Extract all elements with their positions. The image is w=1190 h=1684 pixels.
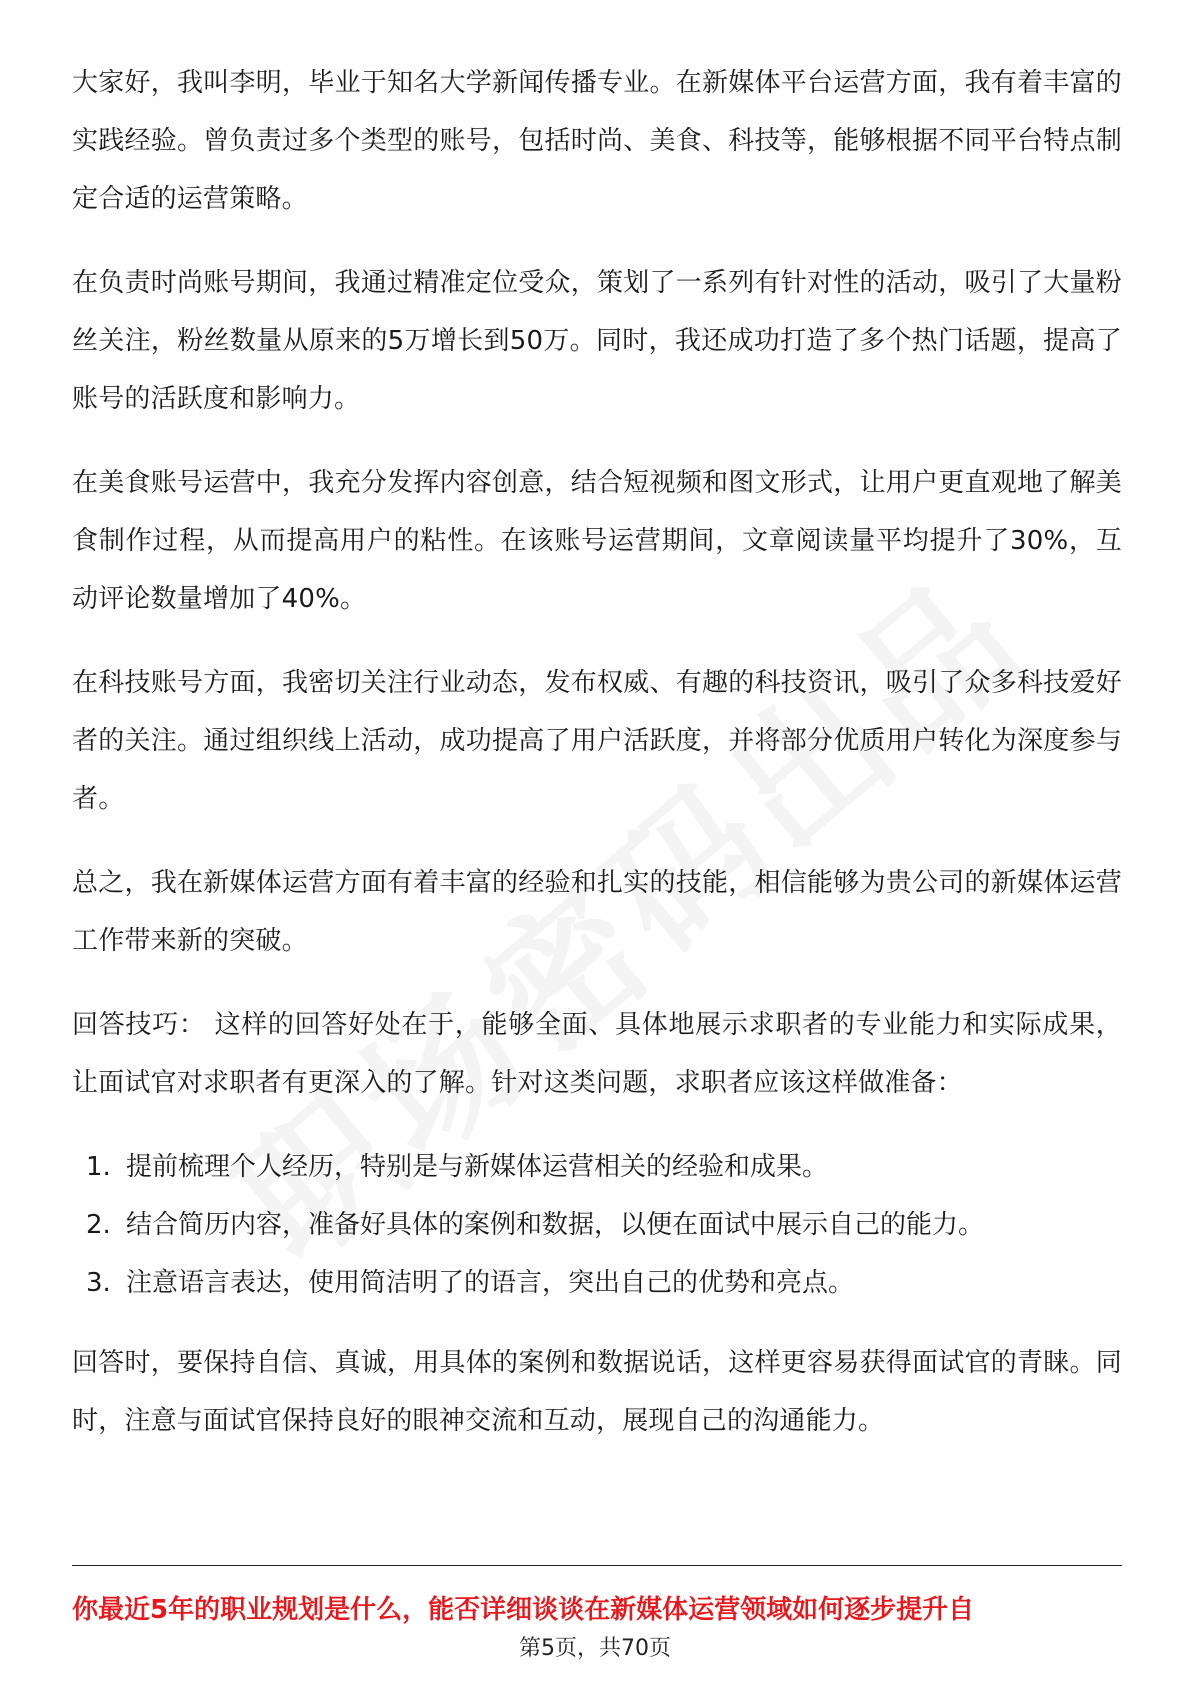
list-item-number: 2. [86,1210,111,1240]
paragraph-summary: 总之，我在新媒体运营方面有着丰富的经验和扎实的技能，相信能够为贵公司的新媒体运营工作带来新的突破。 [72,868,1122,956]
section-divider [72,1565,1122,1566]
document-body [72,54,1122,1476]
list-item-text: 注意语言表达，使用简洁明了的语言，突出自己的优势和亮点。 [126,1268,855,1298]
paragraph-tech-account: 在科技账号方面，我密切关注行业动态，发布权威、有趣的科技资讯，吸引了众多科技爱好者的关注。通过组织线上活动，成功提高了用户活跃度，并将部分优质用户转化为深度参与者。 [72,668,1122,814]
list-item [86,1196,1122,1254]
list-item-text: 提前梳理个人经历，特别是与新媒体运营相关的经验和成果。 [126,1152,829,1182]
paragraph-answer-tips: 回答技巧： 这样的回答好处在于，能够全面、具体地展示求职者的专业能力和实际成果，让面试官对求职者有更深入的了解。针对这类问题，求职者应该这样做准备： [72,1010,1123,1098]
list-item-text: 结合简历内容，准备好具体的案例和数据，以便在面试中展示自己的能力。 [126,1210,985,1240]
list-item [86,1138,1122,1196]
next-question-heading: 你最近5年的职业规划是什么，能否详细谈谈在新媒体运营领域如何逐步提升自 [72,1595,975,1625]
list-item-number: 3. [86,1268,111,1298]
list-item-number: 1. [86,1152,111,1182]
paragraph-closing: 回答时，要保持自信、真诚，用具体的案例和数据说话，这样更容易获得面试官的青睐。同时，注意与面试官保持良好的眼神交流和互动，展现自己的沟通能力。 [72,1348,1122,1436]
tips-list [72,1138,1122,1312]
paragraph-food-account: 在美食账号运营中，我充分发挥内容创意，结合短视频和图文形式，让用户更直观地了解美食制作过程，从而提高用户的粘性。在该账号运营期间，文章阅读量平均提升了30%，互动评论数量增加了40%。 [72,468,1122,614]
list-item [86,1254,1122,1312]
paragraph-intro: 大家好，我叫李明，毕业于知名大学新闻传播专业。在新媒体平台运营方面，我有着丰富的实践经验。曾负责过多个类型的账号，包括时尚、美食、科技等，能够根据不同平台特点制定合适的运营策略。 [72,68,1122,214]
paragraph-fashion-account: 在负责时尚账号期间，我通过精准定位受众，策划了一系列有针对性的活动，吸引了大量粉丝关注，粉丝数量从原来的5万增长到50万。同时，我还成功打造了多个热门话题，提高了账号的活跃度和影响力。 [72,268,1122,414]
page-number: 第5页，共70页 [519,1636,671,1661]
